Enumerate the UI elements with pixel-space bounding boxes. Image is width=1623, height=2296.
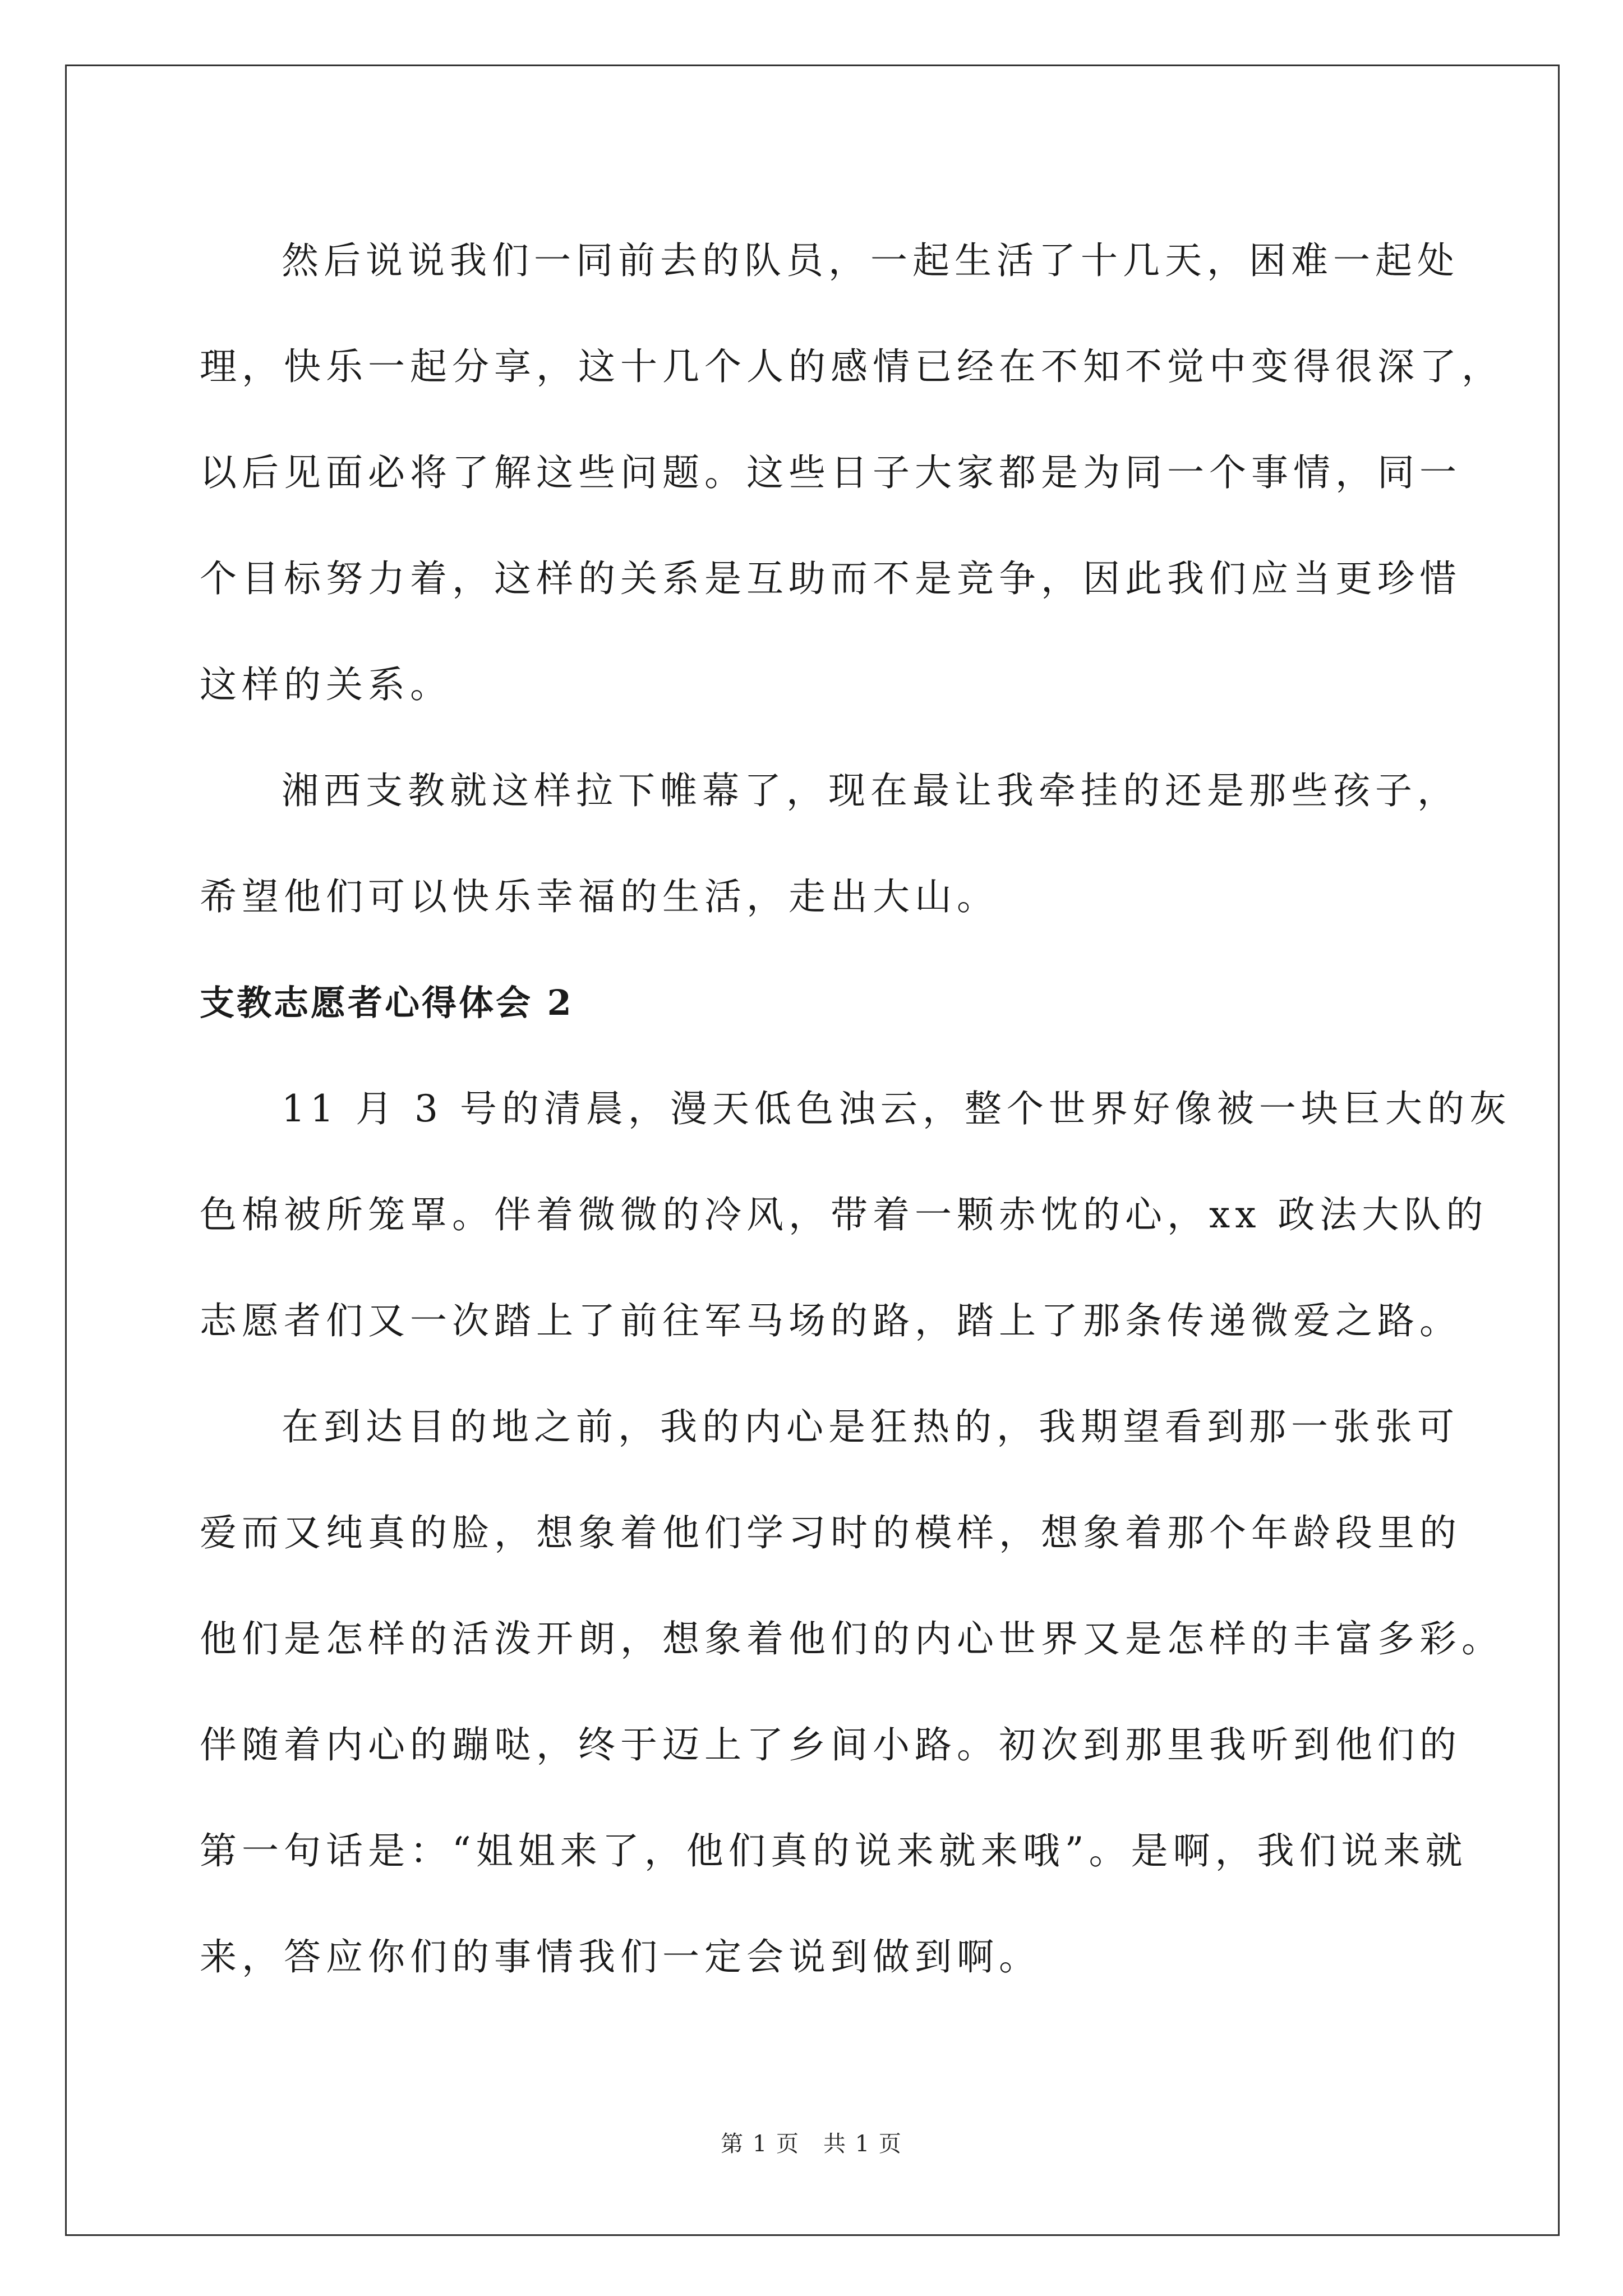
text-line: 11 月 3 号的清晨，漫天低色浊云，整个世界好像被一块巨大的灰 [282,1087,1511,1130]
text-line: 来，答应你们的事情我们一定会说到做到啊。 [200,1935,1041,1978]
document-body [200,208,1511,2010]
paragraph-arrival [200,1374,1504,2010]
text-line: 志愿者们又一次踏上了前往军马场的路，踏上了那条传递微爱之路。 [200,1299,1461,1342]
text-line: 湘西支教就这样拉下帷幕了，现在最让我牵挂的还是那些孩子， [282,769,1459,812]
text-line: 色棉被所笼罩。伴着微微的冷风，带着一颗赤忱的心，xx 政法大队的 [200,1193,1488,1236]
section-heading: 支教志愿者心得体会 2 [200,982,574,1023]
text-line: 这样的关系。 [200,663,452,706]
text-line: 然后说说我们一同前去的队员，一起生活了十几天，困难一起处 [282,239,1459,282]
text-line: 理，快乐一起分享，这十几个人的感情已经在不知不觉中变得很深了， [200,345,1504,388]
text-line: 在到达目的地之前，我的内心是狂热的，我期望看到那一张张可 [282,1405,1459,1448]
page-number-footer: 第 1 页 共 1 页 [721,2131,902,2157]
text-line: 以后见面必将了解这些问题。这些日子大家都是为同一个事情，同一 [200,451,1461,494]
text-line: 第一句话是：“姐姐来了，他们真的说来就来哦”。是啊，我们说来就 [200,1829,1468,1872]
text-line: 他们是怎样的活泼开朗，想象着他们的内心世界又是怎样的丰富多彩。 [200,1617,1504,1660]
text-line: 希望他们可以快乐幸福的生活，走出大山。 [200,875,999,918]
text-line: 爱而又纯真的脸，想象着他们学习时的模样，想象着那个年龄段里的 [200,1511,1461,1554]
paragraph-morning-trip [200,1056,1511,1374]
paragraph-xiangxi-ending [200,738,1459,950]
text-line: 个目标努力着，这样的关系是互助而不是竞争，因此我们应当更珍惜 [200,557,1461,600]
text-line: 伴随着内心的蹦哒，终于迈上了乡间小路。初次到那里我听到他们的 [200,1723,1461,1766]
paragraph-teammates [200,208,1504,738]
